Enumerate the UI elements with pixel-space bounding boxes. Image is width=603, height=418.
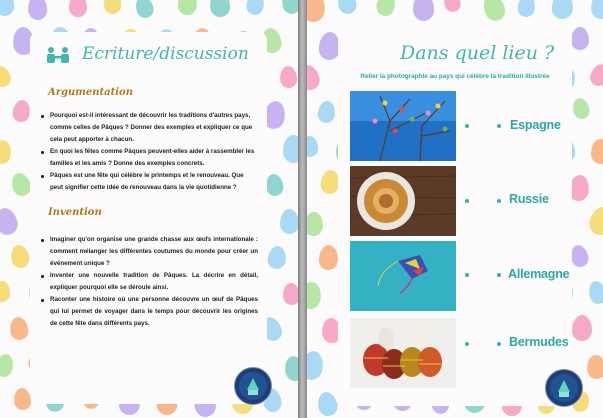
- decorative-egg: [282, 282, 298, 305]
- list-item: Inventer une nouvelle tradition de Pâques. La décrire en détail, expliquer pourquoi elle se déroule ainsi.: [40, 270, 258, 294]
- decorative-egg: [283, 134, 298, 162]
- decorative-egg: [0, 281, 10, 303]
- decorative-egg: [318, 244, 338, 270]
- match-dot[interactable]: [465, 124, 469, 128]
- page-title: Ecriture/discussion: [82, 44, 249, 64]
- decorative-egg: [8, 316, 29, 341]
- decorative-egg: [134, 0, 156, 20]
- decorative-egg: [335, 0, 357, 16]
- kite-photo: [350, 241, 456, 311]
- easter-bread-photo: [350, 166, 456, 236]
- match-dot[interactable]: [465, 199, 469, 203]
- match-dot[interactable]: [465, 273, 469, 277]
- decorative-egg: [266, 245, 286, 270]
- decorative-egg: [11, 99, 31, 123]
- decorative-egg: [569, 244, 591, 270]
- decorative-egg: [480, 0, 508, 23]
- section-heading-invention: Invention: [48, 207, 102, 218]
- decorative-egg: [280, 209, 298, 234]
- decorative-egg: [586, 354, 603, 380]
- painted-eggs-photo: [350, 318, 456, 388]
- decorative-egg: [571, 96, 592, 120]
- decorative-egg: [316, 100, 336, 124]
- decorative-egg: [307, 0, 327, 24]
- decorative-egg: [590, 0, 603, 20]
- decorative-egg: [265, 172, 285, 196]
- decorative-egg: [279, 65, 297, 88]
- decorative-egg: [0, 139, 12, 165]
- section-heading-argumentation: Argumentation: [48, 87, 133, 98]
- match-dot[interactable]: [465, 342, 469, 346]
- decorative-egg: [591, 138, 603, 164]
- decorative-egg: [586, 279, 603, 305]
- decorative-egg: [177, 0, 196, 16]
- decorative-egg: [68, 0, 86, 17]
- match-dot[interactable]: [497, 342, 501, 346]
- decorative-egg: [307, 63, 322, 92]
- country-label: Bermudes: [509, 335, 569, 349]
- people-discussion-icon: [46, 46, 70, 64]
- invention-list: [40, 234, 258, 330]
- page-title: Dans quel lieu ?: [400, 42, 555, 64]
- school-logo: [545, 369, 583, 407]
- country-label: Espagne: [510, 118, 561, 132]
- decorative-egg: [588, 61, 603, 87]
- decorative-egg: [104, 0, 122, 14]
- decorative-egg: [28, 0, 49, 21]
- list-item: En quoi les fêtes comme Pâques peuvent-elles aider à rassembler les familles et les amis ? Donne des exemples concrets.: [40, 146, 258, 170]
- school-logo: [234, 367, 272, 405]
- country-label: Allemagne: [508, 267, 570, 281]
- match-dot[interactable]: [497, 199, 501, 203]
- decorative-egg: [209, 0, 230, 18]
- left-page: [0, 0, 298, 418]
- decorative-egg: [307, 349, 326, 382]
- egg-tree-photo: [350, 91, 456, 161]
- list-item: Pâques est une fête qui célèbre le printemps et le renouveau. Que peut signifier cette idée de renouveau dans la vie quotidienne ?: [40, 170, 258, 194]
- decorative-egg: [245, 0, 266, 16]
- instruction-text: Relier la photographie au pays qui célèbre la tradition illustrée: [360, 73, 550, 80]
- decorative-egg: [307, 135, 319, 157]
- match-dot[interactable]: [497, 273, 501, 277]
- match-dot[interactable]: [497, 124, 501, 128]
- list-item: Raconter une histoire où une personne découvre un œuf de Pâques qui lui permet de voyager dans le temps pour découvrir les origines de cette fête dans différents pays.: [40, 294, 258, 330]
- argumentation-list: [40, 110, 258, 194]
- decorative-egg: [552, 0, 574, 19]
- decorative-egg: [307, 280, 323, 310]
- decorative-egg: [570, 26, 588, 49]
- decorative-egg: [412, 0, 434, 21]
- decorative-egg: [0, 0, 15, 16]
- country-label: Russie: [509, 192, 549, 206]
- decorative-egg: [517, 0, 537, 18]
- decorative-egg: [374, 0, 397, 18]
- decorative-egg: [0, 352, 16, 378]
- book-gutter: [298, 0, 307, 418]
- decorative-egg: [280, 0, 298, 16]
- decorative-egg: [442, 0, 463, 14]
- list-item: Pourquoi est-il intéressant de découvrir les traditions d'autres pays, comme celles de Pâques ? Donner des exemples et expliquer ce que cela peut apporter à chacun.: [40, 110, 258, 146]
- decorative-egg: [9, 244, 31, 270]
- decorative-egg: [587, 205, 603, 237]
- decorative-egg: [0, 205, 20, 236]
- decorative-egg: [315, 390, 339, 418]
- list-item: Imaginer qu'on organise une grande chasse aux œufs internationale : comment mélanger les différentes coutumes du monde pour créer un événement unique ?: [40, 234, 258, 270]
- decorative-egg: [307, 211, 324, 237]
- decorative-egg: [282, 354, 298, 383]
- decorative-egg: [572, 315, 593, 342]
- decorative-egg: [0, 64, 13, 89]
